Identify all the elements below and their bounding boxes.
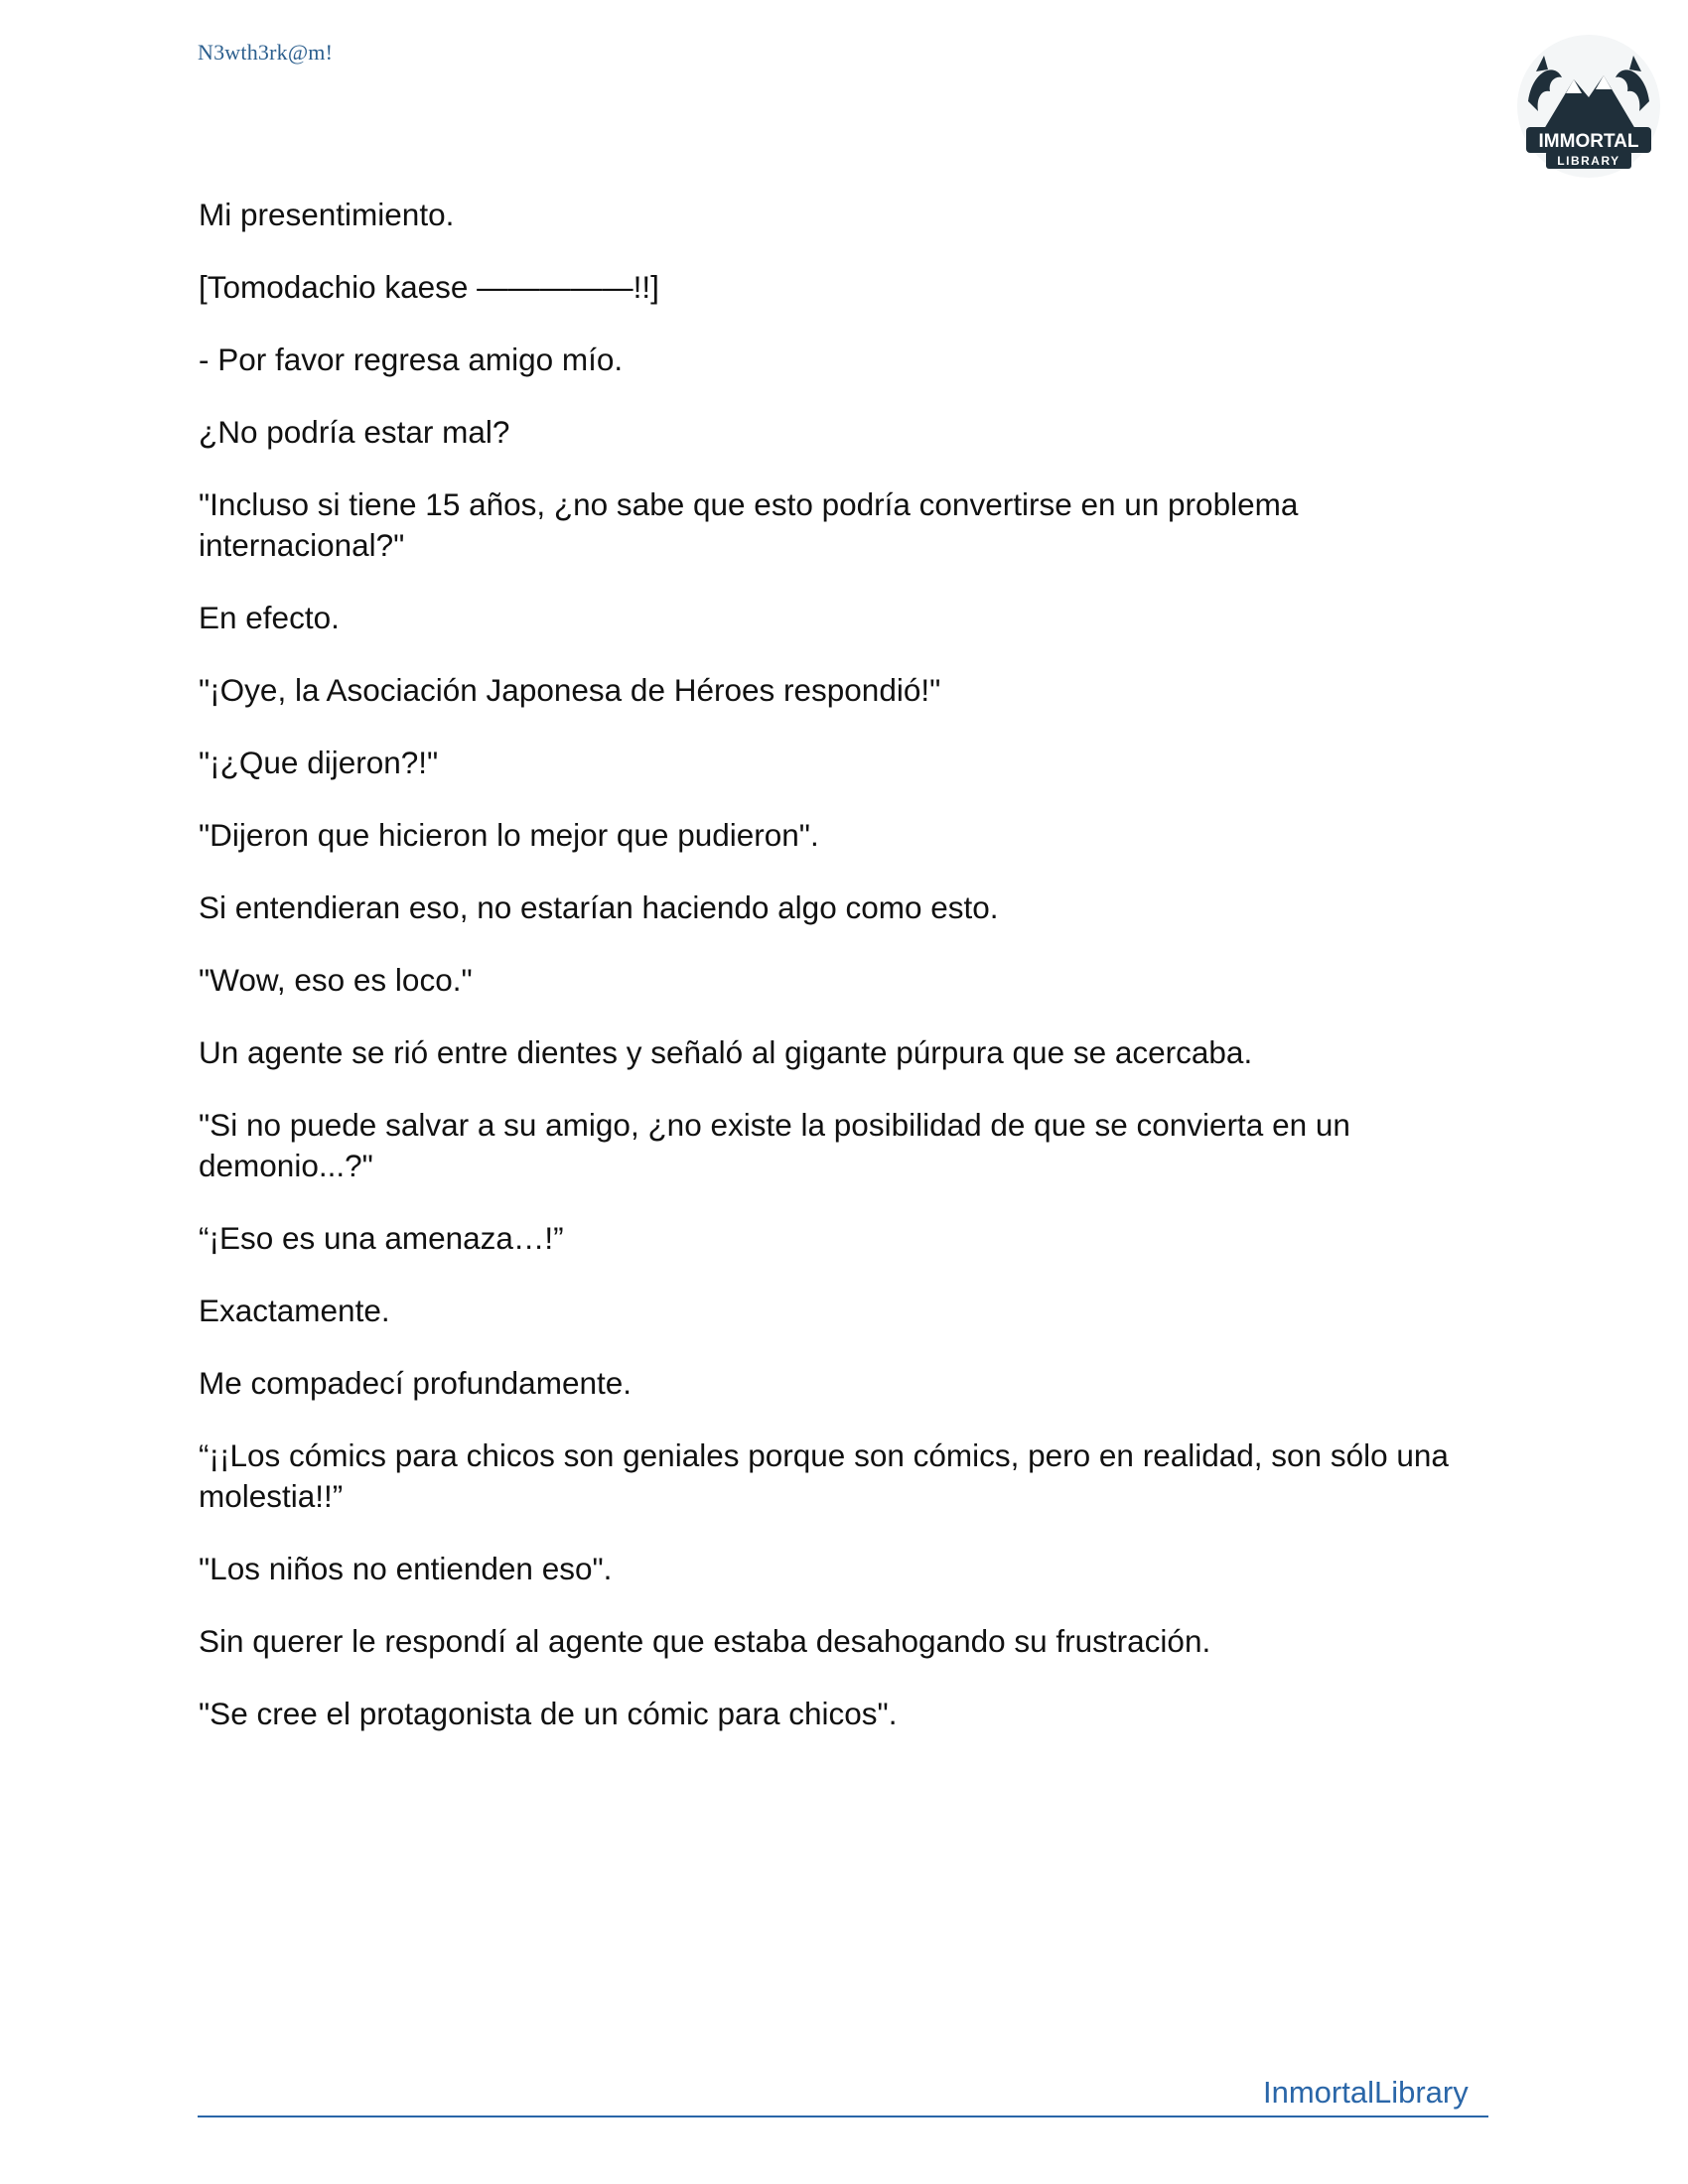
paragraph: "¡Oye, la Asociación Japonesa de Héroes respondió!" xyxy=(199,672,941,708)
paragraph: [Tomodachio kaese ―――――!!] xyxy=(199,269,659,305)
logo-text-immortal: IMMORTAL xyxy=(1538,131,1639,152)
paragraph: Me compadecí profundamente. xyxy=(199,1365,633,1401)
paragraph: "Los niños no entienden eso". xyxy=(199,1551,613,1586)
paragraph: Exactamente. xyxy=(199,1293,390,1328)
paragraph: "Wow, eso es loco." xyxy=(199,962,473,998)
paragraph: ¿No podría estar mal? xyxy=(199,414,510,450)
document-body xyxy=(199,195,1489,1766)
immortal-library-logo xyxy=(1514,32,1663,181)
footer-rule xyxy=(198,2116,1488,2117)
paragraph: "Si no puede salvar a su amigo, ¿no existe la posibilidad de que se convierta en un demonio...?" xyxy=(199,1107,1359,1183)
translator-credit: N3wth3rk@m! xyxy=(198,40,334,65)
paragraph: Un agente se rió entre dientes y señaló al gigante púrpura que se acercaba. xyxy=(199,1034,1253,1070)
paragraph: “¡¡Los cómics para chicos son geniales porque son cómics, pero en realidad, son sólo una molestia!!” xyxy=(199,1437,1458,1514)
paragraph: “¡Eso es una amenaza…!” xyxy=(199,1220,564,1256)
logo-text-library: LIBRARY xyxy=(1557,154,1620,168)
paragraph: Mi presentimiento. xyxy=(199,197,455,232)
paragraph: "¡¿Que dijeron?!" xyxy=(199,745,439,780)
paragraph: En efecto. xyxy=(199,600,340,635)
footer-inmortal-library-link[interactable]: InmortalLibrary xyxy=(1263,2075,1469,2110)
paragraph: - Por favor regresa amigo mío. xyxy=(199,341,624,377)
paragraph: Sin querer le respondí al agente que estaba desahogando su frustración. xyxy=(199,1623,1211,1659)
paragraph: "Se cree el protagonista de un cómic para chicos". xyxy=(199,1696,898,1731)
paragraph: "Incluso si tiene 15 años, ¿no sabe que esto podría convertirse en un problema internacional?" xyxy=(199,486,1308,563)
paragraph: "Dijeron que hicieron lo mejor que pudieron". xyxy=(199,817,819,853)
paragraph: Si entendieran eso, no estarían haciendo algo como esto. xyxy=(199,889,999,925)
